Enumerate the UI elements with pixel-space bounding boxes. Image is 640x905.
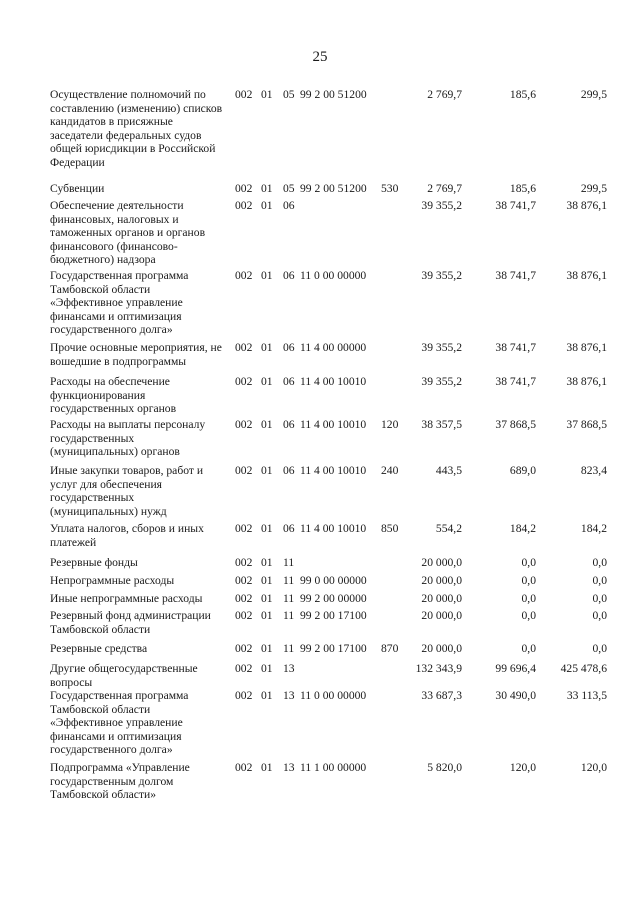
table-row [0, 662, 640, 689]
row-name: Уплата налогов, сборов и иных платежей [50, 522, 204, 549]
row-amount-year2: 38 741,7 [495, 375, 536, 388]
row-name: Подпрограмма «Управление государственным долгом Тамбовской области» [50, 761, 190, 801]
table-row [0, 375, 640, 419]
row-amount-year2: 185,6 [509, 182, 536, 195]
row-section-code: 01 [261, 375, 273, 388]
row-amount-year2: 689,0 [509, 464, 536, 477]
row-amount-year1: 554,2 [435, 522, 462, 535]
row-amount-year3: 33 113,5 [566, 689, 607, 702]
row-amount-year1: 132 343,9 [415, 662, 462, 675]
row-target-article: 11 4 00 00000 [300, 341, 367, 354]
row-subsection-code: 06 [283, 269, 295, 282]
row-section-code: 01 [261, 464, 273, 477]
row-section-code: 01 [261, 269, 273, 282]
row-amount-year1: 20 000,0 [421, 609, 462, 622]
row-amount-year3: 38 876,1 [566, 341, 607, 354]
row-expense-type: 850 [381, 522, 399, 535]
row-section-code: 01 [261, 182, 273, 195]
row-ved-code: 002 [235, 341, 253, 354]
row-ved-code: 002 [235, 269, 253, 282]
row-subsection-code: 06 [283, 418, 295, 431]
table-row [0, 199, 640, 269]
row-section-code: 01 [261, 341, 273, 354]
row-subsection-code: 13 [283, 689, 295, 702]
row-ved-code: 002 [235, 556, 253, 569]
row-expense-type: 120 [381, 418, 399, 431]
row-name: Иные закупки товаров, работ и услуг для обеспечения государственных (муниципальных) нужд [50, 464, 204, 518]
row-amount-year2: 37 868,5 [495, 418, 536, 431]
row-expense-type: 240 [381, 464, 399, 477]
row-name: Расходы на обеспечение функционирования государственных органов [50, 375, 177, 415]
row-target-article: 11 1 00 00000 [300, 761, 367, 774]
row-name: Резервные средства [50, 642, 148, 655]
row-amount-year3: 120,0 [580, 761, 607, 774]
row-name: Резервный фонд администрации Тамбовской области [50, 609, 211, 636]
row-expense-type: 530 [381, 182, 399, 195]
table-row [0, 556, 640, 574]
row-amount-year2: 38 741,7 [495, 199, 536, 212]
row-section-code: 01 [261, 689, 273, 702]
row-name: Обеспечение деятельности финансовых, налоговых и таможенных органов и органов финансового (финансово-бюджетного) надзора [50, 199, 206, 266]
row-amount-year3: 0,0 [592, 574, 607, 587]
row-target-article: 99 2 00 17100 [300, 609, 367, 622]
table-row [0, 88, 640, 182]
row-ved-code: 002 [235, 609, 253, 622]
row-ved-code: 002 [235, 88, 253, 101]
row-amount-year1: 2 769,7 [427, 182, 462, 195]
row-name: Непрограммные расходы [50, 574, 175, 587]
row-name: Расходы на выплаты персоналу государственных (муниципальных) органов [50, 418, 206, 458]
table-row [0, 341, 640, 375]
table-row [0, 642, 640, 662]
row-subsection-code: 05 [283, 182, 295, 195]
row-amount-year3: 0,0 [592, 556, 607, 569]
table-row [0, 182, 640, 200]
row-amount-year2: 0,0 [521, 574, 536, 587]
row-ved-code: 002 [235, 574, 253, 587]
row-amount-year2: 30 490,0 [495, 689, 536, 702]
row-subsection-code: 06 [283, 199, 295, 212]
table-row [0, 609, 640, 642]
row-section-code: 01 [261, 761, 273, 774]
row-amount-year1: 443,5 [435, 464, 462, 477]
row-ved-code: 002 [235, 375, 253, 388]
row-ved-code: 002 [235, 418, 253, 431]
row-amount-year3: 0,0 [592, 609, 607, 622]
row-ved-code: 002 [235, 522, 253, 535]
row-name: Государственная программа Тамбовской области «Эффективное управление финансами и оптимизация государственного долга» [50, 269, 189, 336]
row-amount-year3: 38 876,1 [566, 199, 607, 212]
row-amount-year2: 99 696,4 [495, 662, 536, 675]
row-ved-code: 002 [235, 199, 253, 212]
row-amount-year3: 0,0 [592, 642, 607, 655]
row-subsection-code: 06 [283, 341, 295, 354]
row-amount-year3: 37 868,5 [566, 418, 607, 431]
table-row [0, 689, 640, 761]
row-amount-year1: 39 355,2 [421, 269, 462, 282]
row-ved-code: 002 [235, 642, 253, 655]
row-name: Осуществление полномочий по составлению (изменению) списков кандидатов в присяжные заседатели федеральных судов общей юрисдикции в Российской Федерации [50, 88, 223, 169]
row-target-article: 11 0 00 00000 [300, 269, 367, 282]
row-section-code: 01 [261, 556, 273, 569]
row-target-article: 11 4 00 10010 [300, 464, 367, 477]
row-target-article: 99 2 00 17100 [300, 642, 367, 655]
table-row [0, 574, 640, 592]
row-amount-year1: 39 355,2 [421, 199, 462, 212]
row-amount-year1: 20 000,0 [421, 574, 462, 587]
row-amount-year3: 0,0 [592, 592, 607, 605]
row-amount-year2: 38 741,7 [495, 341, 536, 354]
row-section-code: 01 [261, 574, 273, 587]
row-subsection-code: 11 [283, 642, 295, 655]
row-amount-year1: 33 687,3 [421, 689, 462, 702]
table-row [0, 269, 640, 341]
row-subsection-code: 06 [283, 464, 295, 477]
row-amount-year1: 39 355,2 [421, 341, 462, 354]
row-ved-code: 002 [235, 662, 253, 675]
row-section-code: 01 [261, 418, 273, 431]
row-amount-year3: 299,5 [580, 88, 607, 101]
row-amount-year3: 299,5 [580, 182, 607, 195]
row-subsection-code: 05 [283, 88, 295, 101]
row-target-article: 11 4 00 10010 [300, 375, 367, 388]
row-amount-year3: 184,2 [580, 522, 607, 535]
row-ved-code: 002 [235, 592, 253, 605]
row-name: Резервные фонды [50, 556, 138, 569]
row-amount-year3: 38 876,1 [566, 269, 607, 282]
row-target-article: 99 2 00 51200 [300, 182, 367, 195]
row-ved-code: 002 [235, 689, 253, 702]
table-row [0, 464, 640, 522]
row-section-code: 01 [261, 199, 273, 212]
row-amount-year2: 0,0 [521, 642, 536, 655]
row-amount-year2: 0,0 [521, 556, 536, 569]
row-subsection-code: 11 [283, 609, 295, 622]
row-amount-year2: 0,0 [521, 609, 536, 622]
row-section-code: 01 [261, 522, 273, 535]
row-target-article: 11 4 00 10010 [300, 522, 367, 535]
row-name: Государственная программа Тамбовской области «Эффективное управление финансами и оптимизация государственного долга» [50, 689, 189, 756]
table-row [0, 592, 640, 610]
row-amount-year3: 38 876,1 [566, 375, 607, 388]
row-expense-type: 870 [381, 642, 399, 655]
row-amount-year2: 0,0 [521, 592, 536, 605]
row-amount-year1: 39 355,2 [421, 375, 462, 388]
row-amount-year3: 425 478,6 [560, 662, 607, 675]
row-ved-code: 002 [235, 182, 253, 195]
row-name: Субвенции [50, 182, 105, 195]
table-row [0, 522, 640, 556]
row-amount-year1: 20 000,0 [421, 592, 462, 605]
row-name: Другие общегосударственные вопросы [50, 662, 198, 689]
row-target-article: 99 2 00 51200 [300, 88, 367, 101]
row-subsection-code: 11 [283, 556, 295, 569]
row-subsection-code: 11 [283, 592, 295, 605]
row-target-article: 99 2 00 00000 [300, 592, 367, 605]
row-section-code: 01 [261, 592, 273, 605]
row-subsection-code: 13 [283, 761, 295, 774]
table-row [0, 761, 640, 805]
row-amount-year2: 120,0 [509, 761, 536, 774]
row-subsection-code: 13 [283, 662, 295, 675]
row-name: Прочие основные мероприятия, не вошедшие в подпрограммы [50, 341, 222, 368]
row-amount-year1: 5 820,0 [427, 761, 462, 774]
row-amount-year2: 184,2 [509, 522, 536, 535]
row-ved-code: 002 [235, 761, 253, 774]
row-ved-code: 002 [235, 464, 253, 477]
row-section-code: 01 [261, 662, 273, 675]
row-amount-year1: 2 769,7 [427, 88, 462, 101]
row-subsection-code: 06 [283, 522, 295, 535]
row-target-article: 11 4 00 10010 [300, 418, 367, 431]
row-amount-year1: 20 000,0 [421, 556, 462, 569]
row-amount-year1: 38 357,5 [421, 418, 462, 431]
row-section-code: 01 [261, 642, 273, 655]
page-number: 25 [312, 49, 328, 65]
row-amount-year2: 38 741,7 [495, 269, 536, 282]
row-amount-year1: 20 000,0 [421, 642, 462, 655]
row-subsection-code: 11 [283, 574, 295, 587]
row-amount-year3: 823,4 [580, 464, 607, 477]
row-section-code: 01 [261, 88, 273, 101]
row-target-article: 99 0 00 00000 [300, 574, 367, 587]
row-amount-year2: 185,6 [509, 88, 536, 101]
row-section-code: 01 [261, 609, 273, 622]
row-subsection-code: 06 [283, 375, 295, 388]
table-row [0, 418, 640, 465]
row-name: Иные непрограммные расходы [50, 592, 203, 605]
row-target-article: 11 0 00 00000 [300, 689, 367, 702]
